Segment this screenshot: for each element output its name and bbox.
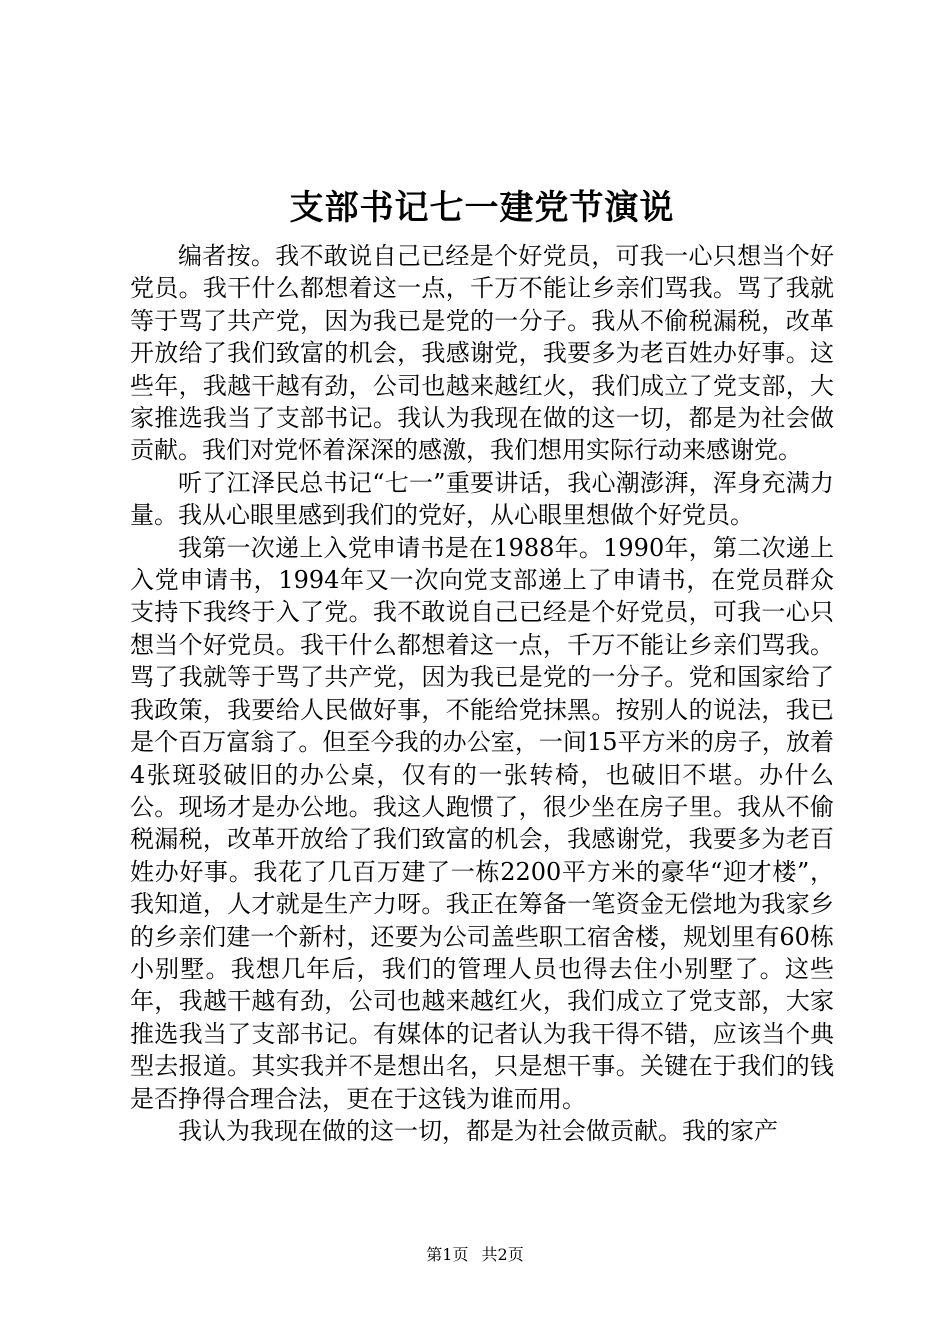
paragraph-speech-response: 听了江泽民总书记“七一”重要讲话，我心潮澎湃，浑身充满力量。我从心眼里感到我们的党好，从心眼里想做个好党员。 bbox=[130, 468, 834, 530]
paragraph-editor-note: 编者按。我不敢说自己已经是个好党员，可我一心只想当个好党员。我干什么都想着这一点，千万不能让乡亲们骂我。骂了我就等于骂了共产党，因为我已是党的一分子。我从不偷税漏税，改革开放给了我们致富的机会，我感谢党，我要多为老百姓办好事。这些年，我越干越有劲，公司也越来越红火，我们成立了党支部，大家推选我当了支部书记。我认为我现在做的这一切，都是为社会做贡献。我们对党怀着深深的感激，我们想用实际行动来感谢党。 bbox=[130, 242, 834, 465]
document-body bbox=[130, 180, 834, 1147]
page-footer bbox=[0, 1244, 950, 1266]
document-title: 支部书记七一建党节演说 bbox=[289, 188, 675, 228]
page-total: 共2页 bbox=[481, 1245, 524, 1264]
paragraph-party-application: 我第一次递上入党申请书是在1988年。1990年，第二次递上入党申请书，1994年又一次向党支部递上了申请书，在党员群众支持下我终于入了党。我不敢说自己已经是个好党员，可我一心只想当个好党员。我干什么都想着这一点，千万不能让乡亲们骂我。骂了我就等于骂了共产党，因为我已是党的一分子。党和国家给了我政策，我要给人民做好事，不能给党抹黑。按别人的说法，我已是个百万富翁了。但至今我的办公室，一间15平方米的房子，放着4张斑驳破旧的办公桌，仅有的一张转椅，也破旧不堪。办什么公。现场才是办公地。我这人跑惯了，很少坐在房子里。我从不偷税漏税，改革开放给了我们致富的机会，我感谢党，我要多为老百姓办好事。我花了几百万建了一栋2200平方米的豪华“迎才楼”，我知道，人才就是生产力呀。我正在筹备一笔资金无偿地为我家乡的乡亲们建一个新村，还要为公司盖些职工宿舍楼，规划里有60栋小别墅。我想几年后，我们的管理人员也得去住小别墅了。这些年，我越干越有劲，公司也越来越红火，我们成立了党支部，大家推选我当了支部书记。有媒体的记者认为我干得不错，应该当个典型去报道。其实我并不是想出名，只是想干事。关键在于我们的钱是否挣得合理合法，更在于这钱为谁而用。 bbox=[130, 533, 834, 1113]
paragraph-social-contribution: 我认为我现在做的这一切，都是为社会做贡献。我的家产 bbox=[178, 1116, 778, 1145]
page-number: 第1页 bbox=[426, 1245, 469, 1264]
